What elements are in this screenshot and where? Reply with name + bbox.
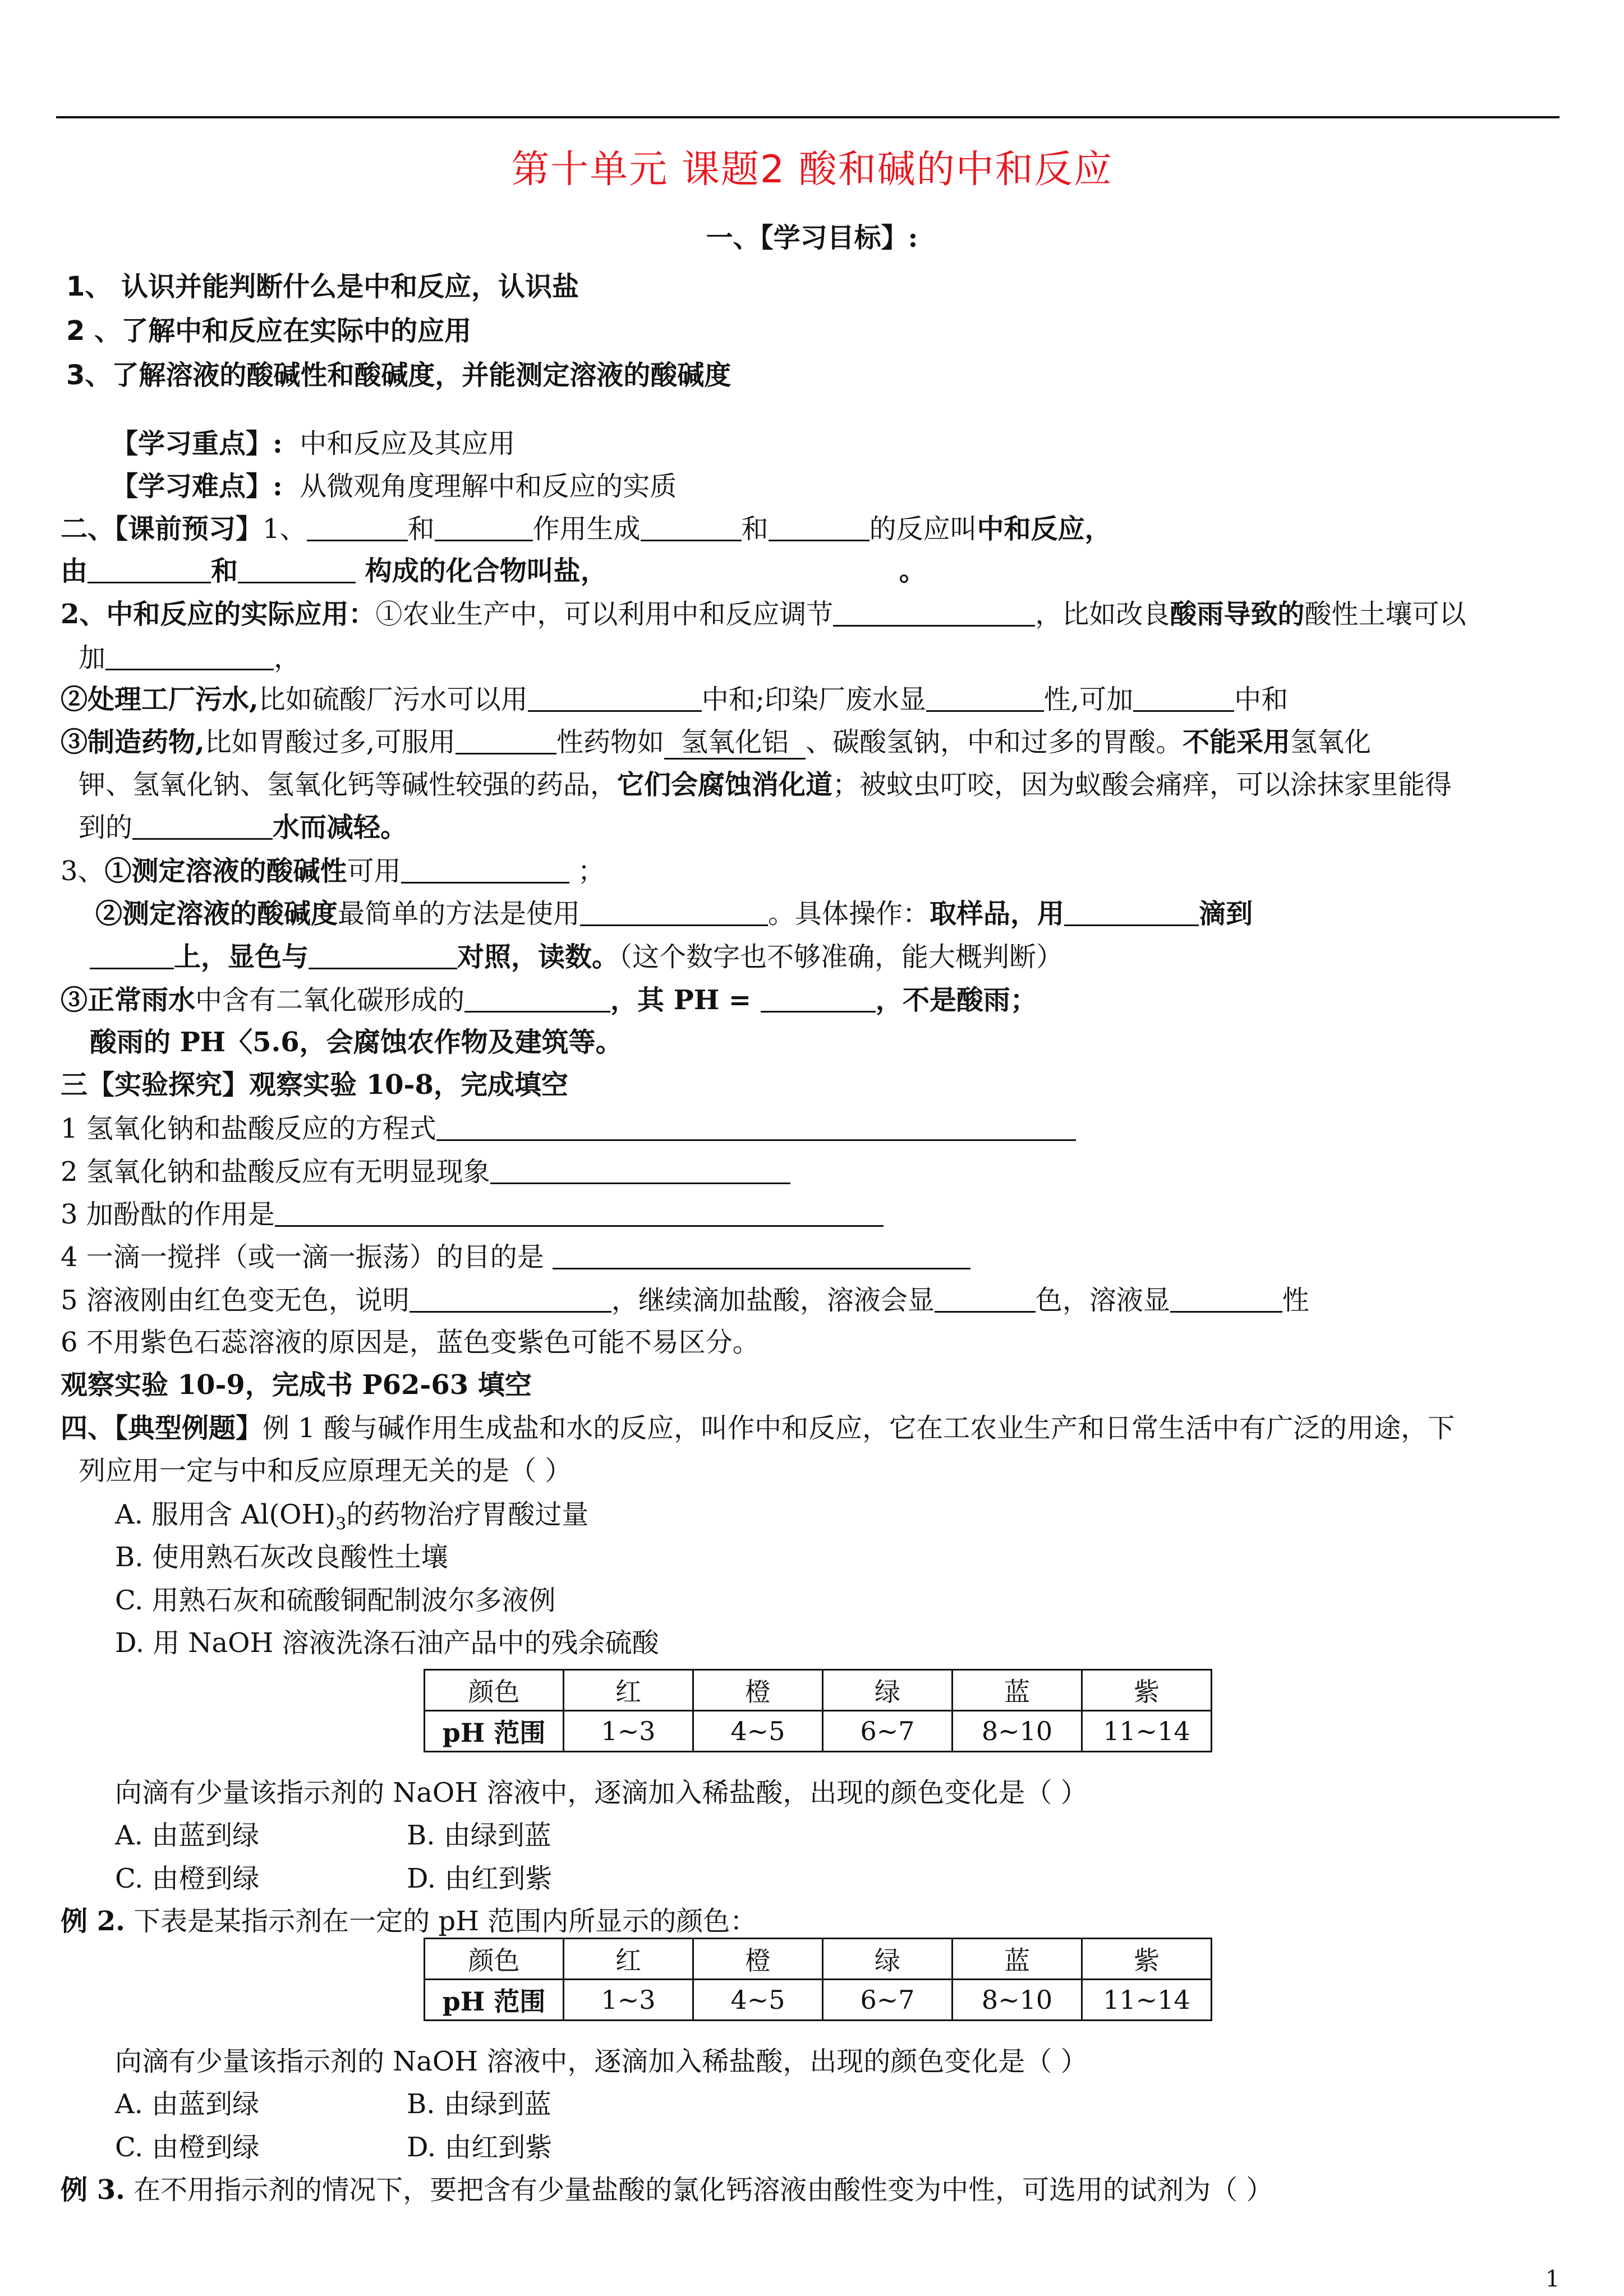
top-rule — [56, 116, 1559, 118]
blank — [1064, 900, 1199, 926]
preview-text: 。具体操作： — [768, 898, 930, 930]
blank — [769, 515, 869, 541]
table-cell: 8~10 — [953, 1711, 1082, 1752]
question-text: 2 氢氧化钠和盐酸反应有无明显现象 — [61, 1156, 490, 1188]
experiment-q6: 6 不用紫色石蕊溶液的原因是，蓝色变紫色可能不易区分。 — [61, 1327, 760, 1358]
preview-text: 中和;印染厂废水显 — [701, 684, 926, 715]
table-cell: 绿 — [823, 1670, 953, 1711]
preview-text: 它们会腐蚀消化道 — [617, 769, 833, 800]
difficulty-line — [111, 473, 677, 500]
table-cell: 11~14 — [1082, 1980, 1212, 2021]
table-cell: 紫 — [1082, 1670, 1212, 1711]
goal-2: 2 、了解中和反应在实际中的应用 — [66, 315, 472, 347]
underlined-answer: 氢氧化铝 — [664, 726, 806, 760]
experiment-label: 三【实验探究】 — [61, 1069, 250, 1101]
table-cell: 颜色 — [425, 1939, 564, 1980]
table-cell: 蓝 — [953, 1670, 1082, 1711]
blank — [580, 900, 768, 926]
table-cell: 1~3 — [564, 1980, 693, 2021]
blank — [435, 515, 533, 541]
blank — [88, 557, 211, 583]
preview-text: 的反应叫 — [869, 513, 977, 545]
table-cell: 橙 — [693, 1939, 823, 1980]
answer-a-1: A. 由蓝到绿 — [115, 1820, 260, 1851]
blank — [1170, 1286, 1282, 1313]
option-text: 的药物治疗胃酸过量 — [346, 1499, 589, 1530]
key-point-line — [111, 430, 515, 457]
experiment-q2 — [61, 1156, 790, 1188]
preview-text: ①农业生产中，可以利用中和反应调节 — [375, 599, 834, 630]
preview-text: 到的 — [79, 812, 133, 843]
example-2-line — [61, 1908, 757, 1935]
option-b: B. 使用熟石灰改良酸性土壤 — [115, 1542, 448, 1573]
question-text: 4 一滴一搅拌（或一滴一振荡）的目的是 — [61, 1241, 544, 1273]
indicator-question-2: 向滴有少量该指示剂的 NaOH 溶液中，逐滴加入稀盐酸，出现的颜色变化是（ ） — [115, 2046, 1088, 2077]
blank — [456, 728, 556, 754]
example-text: 例 1 酸与碱作用生成盐和水的反应，叫作中和反应，它在工农业生产和日常生活中有广泛的用途，下 — [263, 1412, 1455, 1444]
preview-text: 作用生成 — [532, 513, 641, 545]
experiment-text: 观察实验 10-8，完成填空 — [249, 1069, 568, 1101]
table-cell: 紫 — [1082, 1939, 1212, 1980]
question-text: 5 溶液刚由红色变无色，说明 — [61, 1285, 410, 1316]
table-cell: 6~7 — [823, 1711, 953, 1752]
preview-text: 比如胃酸过多,可服用 — [204, 726, 456, 758]
question-text: ，继续滴加盐酸，溶液会显 — [611, 1285, 935, 1316]
preview-text: 加 — [79, 642, 106, 674]
preview-text: 和 — [407, 513, 435, 545]
blank — [238, 557, 356, 583]
preview-text: ，比如改良 — [1035, 599, 1170, 630]
blank — [132, 813, 273, 840]
table-cell: 11~14 — [1082, 1711, 1212, 1752]
blank — [309, 943, 457, 969]
blank — [401, 857, 569, 884]
blank — [935, 1286, 1036, 1313]
indicator-question-1: 向滴有少量该指示剂的 NaOH 溶液中，逐滴加入稀盐酸，出现的颜色变化是（ ） — [115, 1777, 1088, 1809]
preview-text: 上，显色与 — [174, 941, 309, 973]
preview-line-4 — [79, 642, 301, 674]
preview-line-6 — [61, 728, 1371, 756]
option-d: D. 用 NaOH 溶液洗涤石油产品中的残余硫酸 — [115, 1627, 659, 1659]
experiment-q3 — [61, 1200, 884, 1228]
blank — [1133, 685, 1234, 712]
difficulty-text: 从微观角度理解中和反应的实质 — [300, 471, 677, 502]
preview-text: 中和 — [1234, 684, 1289, 715]
blank — [464, 986, 610, 1013]
preview-line-5 — [61, 685, 1288, 713]
preview-text: 性药物如 — [556, 726, 664, 758]
preview-text: 酸雨导致的 — [1170, 599, 1305, 630]
table-cell: 6~7 — [823, 1980, 953, 2021]
answer-b-1: B. 由绿到蓝 — [407, 1820, 551, 1851]
preview-text: 取样品，用 — [930, 898, 1065, 930]
preview-text: ， — [274, 642, 301, 674]
page-title: 第十单元 课题2 酸和碱的中和反应 — [511, 148, 1113, 192]
experiment-q4 — [61, 1243, 970, 1271]
preview-text: 和 — [211, 555, 238, 587]
preview-text: 对照，读数。 — [457, 941, 619, 973]
preview-text: ①测定溶液的酸碱性 — [104, 855, 347, 887]
experiment-heading — [61, 1069, 568, 1101]
option-text: A. 服用含 Al(OH) — [115, 1499, 336, 1530]
preview-line-2 — [61, 557, 926, 585]
blank — [641, 515, 742, 541]
table-cell: 4~5 — [693, 1980, 823, 2021]
difficulty-label: 【学习难点】: — [111, 471, 283, 502]
answer-d-1: D. 由红到紫 — [407, 1863, 553, 1894]
preview-text: 酸性土壤 — [1304, 599, 1413, 630]
blank — [307, 515, 408, 541]
preview-text: 构成的化合物叫盐， — [356, 555, 608, 587]
table-row — [425, 1939, 1212, 1980]
answer-d-2: D. 由红到紫 — [407, 2132, 553, 2163]
example-label: 例 3. — [61, 2174, 125, 2206]
section-heading-goals: 一、【学习目标】: — [706, 222, 918, 254]
table-cell: 颜色 — [425, 1670, 564, 1711]
goal-3: 3、了解溶液的酸碱性和酸碱度，并能测定溶液的酸碱度 — [66, 360, 732, 391]
preview-text: 2、中和反应的实际应用： — [61, 599, 376, 630]
table-cell: 蓝 — [953, 1939, 1082, 1980]
section-heading-preview: 二、【课前预习】 — [61, 513, 263, 545]
preview-text: （这个数字也不够准确，能大概判断） — [619, 941, 1064, 973]
table-cell: 橙 — [693, 1670, 823, 1711]
blank — [833, 600, 1035, 627]
table-cell: 8~10 — [953, 1980, 1082, 2021]
preview-line-1 — [61, 513, 1112, 545]
preview-text: 水而减轻。 — [273, 812, 408, 843]
goal-1: 1、 认识并能判断什么是中和反应，认识盐 — [66, 271, 579, 302]
preview-text: 中和反应， — [977, 513, 1112, 545]
preview-text: 钾、氢氧化钠、氢氧化钙等碱性较强的药品， — [79, 769, 618, 800]
preview-text: 不能采用 — [1183, 726, 1291, 758]
answer-b-2: B. 由绿到蓝 — [407, 2088, 551, 2120]
answer-c-2: C. 由橙到绿 — [115, 2132, 260, 2163]
preview-text: 最简单的方法是使用 — [338, 898, 581, 930]
option-c: C. 用熟石灰和硫酸铜配制波尔多液例 — [115, 1585, 556, 1616]
answer-c-1: C. 由橙到绿 — [115, 1863, 260, 1894]
preview-text: ，其 PH = — [610, 984, 761, 1016]
blank — [926, 685, 1044, 712]
preview-text: 滴到 — [1199, 898, 1253, 930]
preview-text: 可用 — [347, 855, 401, 887]
preview-text: 氢氧化 — [1290, 726, 1372, 758]
table-cell: 红 — [564, 1670, 693, 1711]
table-row — [425, 1670, 1212, 1711]
answer-a-2: A. 由蓝到绿 — [115, 2088, 260, 2120]
indicator-table-2 — [424, 1938, 1212, 2021]
preview-line-7 — [79, 771, 1452, 798]
preview-text: ②处理工厂污水, — [61, 684, 259, 715]
preview-text: ； — [569, 855, 605, 887]
example-text: 在不用指示剂的情况下，要把含有少量盐酸的氯化钙溶液由酸性变为中性，可选用的试剂为（ ） — [125, 2174, 1273, 2206]
question-text: 色，溶液显 — [1035, 1285, 1170, 1316]
preview-text: 由 — [61, 555, 88, 587]
example-3-line — [61, 2174, 1273, 2206]
table-cell: 1~3 — [564, 1711, 693, 1752]
blank — [761, 986, 876, 1013]
table-cell: pH 范围 — [425, 1980, 564, 2021]
example-1-line-1 — [61, 1412, 1455, 1444]
preview-line-3 — [61, 600, 1466, 628]
preview-text: 比如硫酸厂污水可以用 — [258, 684, 528, 715]
experiment-q1 — [61, 1115, 1076, 1142]
preview-text: ；被蚊虫叮咬，因为蚁酸会痛痒，可以涂抹家里能得 — [832, 769, 1452, 800]
preview-line-13: 酸雨的 PH〈5.6，会腐蚀农作物及建筑等。 — [90, 1027, 623, 1058]
blank — [90, 943, 174, 969]
examples-label: 四、【典型例题】 — [61, 1412, 263, 1444]
preview-text: ②测定溶液的酸碱度 — [95, 898, 338, 930]
preview-text: 、碳酸氢钠，中和过多的胃酸。 — [806, 726, 1183, 758]
table-cell: 红 — [564, 1939, 693, 1980]
example-text: 下表是某指示剂在一定的 pH 范围内所显示的颜色： — [125, 1906, 757, 1937]
experiment-q5 — [61, 1286, 1309, 1314]
preview-line-8 — [79, 813, 407, 841]
table-cell: 绿 — [823, 1939, 953, 1980]
blank — [528, 685, 702, 712]
blank — [490, 1158, 790, 1184]
option-a — [115, 1501, 588, 1533]
preview-line-10 — [95, 898, 1253, 930]
preview-line-12 — [61, 986, 1037, 1014]
blank — [105, 644, 274, 670]
preview-text: 性,可加 — [1043, 684, 1134, 715]
preview-text: 中含有二氧化碳形成的 — [195, 984, 465, 1016]
example-1-line-2: 列应用一定与中和反应原理无关的是（ ） — [79, 1455, 572, 1487]
observe-line: 观察实验 10-9，完成书 P62-63 填空 — [61, 1369, 532, 1401]
indicator-table-1 — [424, 1669, 1212, 1752]
key-point-label: 【学习重点】: — [111, 428, 283, 459]
question-text: 3 加酚酞的作用是 — [61, 1199, 275, 1230]
blank — [275, 1200, 884, 1227]
preview-text: ③制造药物, — [61, 726, 205, 758]
subscript: 3 — [335, 1514, 347, 1534]
key-point-text: 中和反应及其应用 — [300, 428, 516, 459]
blank — [410, 1286, 611, 1313]
page-number: 1 — [1545, 2266, 1560, 2292]
blank — [553, 1243, 970, 1269]
preview-line-11 — [90, 941, 1064, 973]
preview-text: 和 — [741, 513, 769, 545]
preview-text: 3、 — [61, 855, 105, 887]
question-text: 性 — [1282, 1285, 1309, 1316]
question-text: 1 氢氧化钠和盐酸反应的方程式 — [61, 1113, 436, 1144]
preview-text: ，不是酸雨； — [875, 984, 1037, 1016]
preview-line-9 — [61, 857, 605, 885]
table-cell: pH 范围 — [425, 1711, 564, 1752]
preview-text: ③正常雨水 — [61, 984, 196, 1016]
preview-text: 1、 — [263, 513, 307, 545]
preview-text: 可以 — [1412, 599, 1466, 630]
table-row — [425, 1980, 1212, 2021]
example-label: 例 2. — [61, 1906, 125, 1937]
table-row — [425, 1711, 1212, 1752]
blank — [436, 1115, 1076, 1141]
table-cell: 4~5 — [693, 1711, 823, 1752]
preview-text: 。 — [899, 555, 926, 587]
